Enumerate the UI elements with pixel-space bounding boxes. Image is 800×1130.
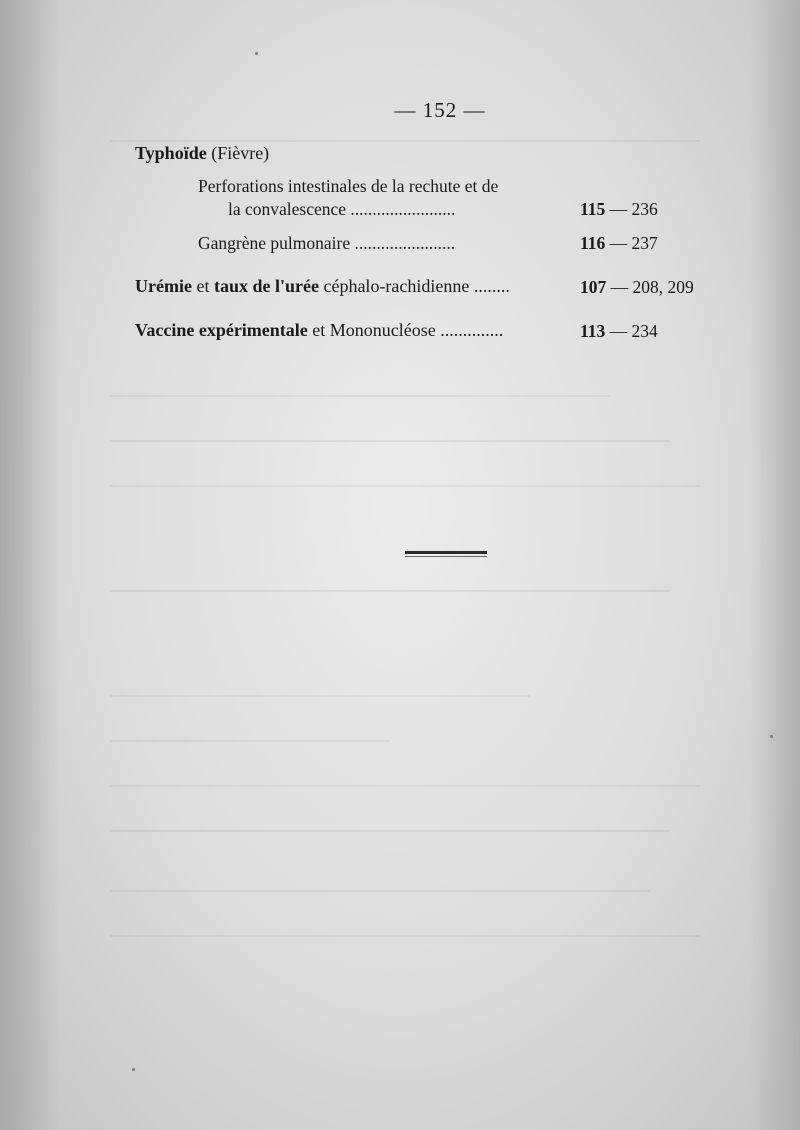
ref-pages: — 208, 209 [606, 277, 694, 297]
show-through-line [110, 890, 650, 892]
entry-title-bold: Urémie [135, 276, 192, 296]
entry-title-mid: et [191, 276, 214, 296]
ref-pages: — 236 [605, 199, 658, 219]
page-reference [580, 277, 694, 298]
paper-speck [132, 1068, 135, 1071]
page-reference [580, 233, 658, 254]
paper-speck [255, 52, 258, 55]
show-through-line [110, 440, 670, 442]
ref-number-bold: 115 [580, 199, 606, 219]
ref-number-bold: 107 [580, 277, 607, 297]
show-through-line [110, 740, 390, 742]
page-shadow-left [0, 0, 60, 1130]
subentry-line: Perforations intestinales de la rechute et de [198, 176, 499, 196]
paper-speck [770, 735, 773, 738]
entry-title-bold-2: taux de l'urée [213, 276, 319, 296]
show-through-line [110, 695, 530, 697]
index-entry-typhoide [135, 143, 269, 164]
subentry-line: Gangrène pulmonaire ....................... [198, 233, 456, 253]
section-divider-thin [405, 556, 487, 557]
show-through-line [110, 485, 700, 487]
ref-pages: — 234 [605, 321, 658, 341]
page-reference [580, 199, 658, 220]
index-entry-vaccine [135, 320, 503, 341]
entry-title-bold: Vaccine expérimentale [135, 320, 308, 340]
page-reference [580, 321, 658, 342]
entry-title-rest: céphalo-rachidienne ........ [318, 276, 510, 296]
show-through-line [110, 785, 700, 787]
show-through-line [110, 935, 700, 937]
subentry-line: la convalescence ........................ [228, 199, 456, 219]
show-through-line [110, 590, 670, 592]
entry-title-rest: Mononucléose .............. [329, 320, 504, 340]
show-through-line [110, 140, 700, 142]
ref-number-bold: 116 [580, 233, 606, 253]
entry-title-bold: Typhoïde [135, 143, 207, 163]
page-shadow-right [750, 0, 800, 1130]
show-through-line [110, 395, 610, 397]
entry-title-rest: (Fièvre) [206, 143, 270, 163]
entry-title-mid: et [307, 320, 330, 340]
page-number: — 152 — [394, 98, 486, 122]
ref-number-bold: 113 [580, 321, 606, 341]
show-through-line [110, 830, 670, 832]
section-divider [405, 551, 487, 554]
index-entry-uremie [135, 276, 510, 297]
ref-pages: — 237 [605, 233, 658, 253]
